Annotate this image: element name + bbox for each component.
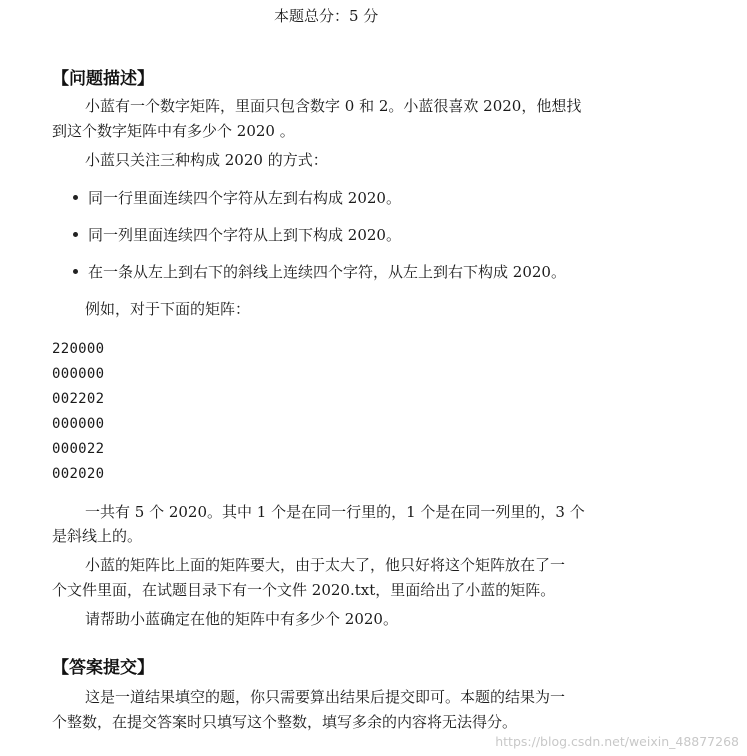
- way-item-row: [73, 186, 401, 211]
- matrix-row: 002020: [52, 466, 105, 482]
- answer-submission-heading: 【答案提交】: [52, 658, 154, 678]
- way-text: 同一行里面连续四个字符从左到右构成 2020。: [88, 189, 401, 207]
- summary-line-1: 一共有 5 个 2020。其中 1 个是在同一行里的，1 个是在同一列里的，3 个: [85, 503, 585, 521]
- intro-line-2: 到这个数字矩阵中有多少个 2020 。: [52, 122, 295, 140]
- bullet-icon: [73, 195, 78, 200]
- matrix-row: 002202: [52, 391, 105, 407]
- bullet-icon: [73, 269, 78, 274]
- answer-line-1: 这是一道结果填空的题，你只需要算出结果后提交即可。本题的结果为一: [85, 688, 566, 706]
- ask-line: 请帮助小蓝确定在他的矩阵中有多少个 2020。: [85, 610, 398, 628]
- ways-intro: 小蓝只关注三种构成 2020 的方式：: [85, 151, 328, 169]
- matrix-row: 000000: [52, 366, 105, 382]
- total-score: 本题总分：5 分: [274, 7, 379, 25]
- file-line-1: 小蓝的矩阵比上面的矩阵要大，由于太大了，他只好将这个矩阵放在了一: [85, 556, 566, 574]
- way-text: 在一条从左上到右下的斜线上连续四个字符，从左上到右下构成 2020。: [88, 263, 566, 281]
- matrix-row: 220000: [52, 341, 105, 357]
- example-intro: 例如，对于下面的矩阵：: [85, 300, 251, 318]
- watermark: https://blog.csdn.net/weixin_48877268: [495, 734, 739, 749]
- bullet-icon: [73, 232, 78, 237]
- matrix-row: 000000: [52, 416, 105, 432]
- intro-line-1: 小蓝有一个数字矩阵，里面只包含数字 0 和 2。小蓝很喜欢 2020，他想找: [85, 97, 582, 115]
- file-line-2: 个文件里面，在试题目录下有一个文件 2020.txt，里面给出了小蓝的矩阵。: [52, 581, 556, 599]
- matrix-row: 000022: [52, 441, 105, 457]
- answer-line-2: 个整数，在提交答案时只填写这个整数，填写多余的内容将无法得分。: [52, 713, 518, 731]
- summary-line-2: 是斜线上的。: [52, 527, 143, 545]
- way-item-diagonal: [73, 260, 566, 285]
- problem-description-heading: 【问题描述】: [52, 69, 154, 89]
- way-item-column: [73, 223, 401, 248]
- way-text: 同一列里面连续四个字符从上到下构成 2020。: [88, 226, 401, 244]
